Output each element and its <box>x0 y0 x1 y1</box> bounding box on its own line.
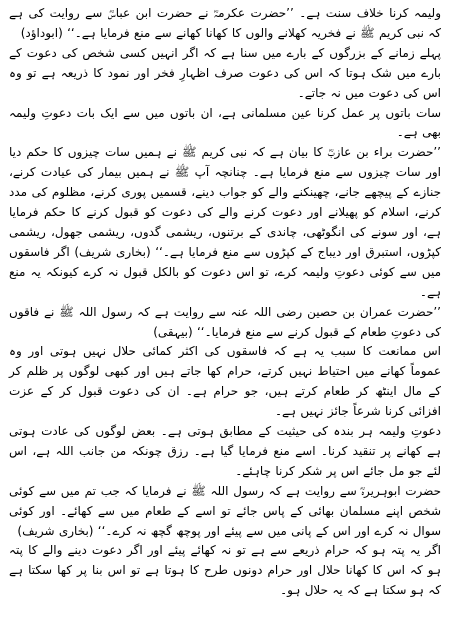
paragraph-seven-things: سات باتوں پر عمل کرنا عین مسلمانی ہے، ان باتوں میں سے ایک بات دعوتِ ولیمہ بھی ہے۔ <box>9 105 441 140</box>
paragraph-hadith-baraa: ’’حضرت براء بن عازبؓ کا بیان ہے کہ نبی کریم ﷺ نے ہمیں سات چیزوں کا حکم دیا اور سات چیزوں سے منع فرمایا ہے۔ چنانچہ آپ ﷺ نے ہمیں بیمار کی عیادت کرنے، جنازے کے پیچھے جانے، چھینکنے والے کو جواب دینے، قسمیں پوری کرنے، مظلوم کی مدد کرنے، اسلام کو پھیلانے اور دعوت کرنے والے کی دعوت کو قبول کرنے کا حکم فرمایا ہے، اور سونے کی انگوٹھی، چاندی کے برتنوں، ریشمی گدوں، ریشمی جھول، ریشمی کپڑوں، استبرق اور دیباج کے کپڑوں سے منع فرمایا ہے۔‘‘ (بخاری شریف) اگر فاسقوں میں سے کوئی دعوتِ ولیمہ کرے، تو اس دعوت کو بالکل قبول نہ کرے کیونکہ یہ منع ہے۔ <box>9 145 441 299</box>
paragraph-hadith-imran: ’’حضرت عمران بن حصین رضی اللہ عنہ سے روایت ہے کہ رسول اللہ ﷺ نے فاقوں کی دعوتِ طعام کے قبول کرنے سے منع فرمایا۔‘‘ (بیہقی) <box>9 304 441 339</box>
paragraph-walima-against-sunnah: ولیمہ کرنا خلاف سنت ہے۔ ’’حضرت عکرمہؓ نے حضرت ابن عباسؓ سے روایت کی ہے کہ نبی کریم ﷺ نے فخریہ کھلانے والوں کا کھانا کھانے سے منع فرمایا ہے۔‘‘ (ابوداؤد) <box>9 6 441 40</box>
paragraph-walima-status: دعوتِ ولیمہ ہر بندہ کی حیثیت کے مطابق ہوتی ہے۔ بعض لوگوں کی عادت ہوتی ہے کھانے پر تنقید کرنا۔ اسے منع فرمایا گیا ہے۔ رزق چونکہ من جانب اللہ ہے، اس لئے جو مل جائے اس پر شکر کرنا چاہئے۔ <box>9 424 441 478</box>
paragraph-reason-prohibition: اس ممانعت کا سبب یہ ہے کہ فاسقوں کی اکثر کمائی حلال نہیں ہوتی اور وہ عموماً کھانے میں احتیاط نہیں کرتے، حرام کھا جاتے ہیں اور کبھی لوگوں پر ظلم کر کے مال اینٹھ کر طعام کرتے ہیں، جو حرام ہے۔ ان کی دعوت قبول کر کے عزت افزائی کرنا شرعاً جائز نہیں ہے۔ <box>9 344 441 419</box>
paragraph-halal-haram: اگر یہ پتہ ہو کہ حرام ذریعے سے ہے تو نہ کھائے پیئے اور اگر دعوت دینے والے کا پتہ ہو کہ اس کا کھانا حلال اور حرام دونوں طرح کا ہوتا ہے تو اس بنا پر کھا سکتا ہے کہ ہو سکتا ہے کہ یہ حلال ہو۔ <box>9 543 441 598</box>
paragraph-elders-doubt: پہلے زمانے کے بزرگوں کے بارے میں سنا ہے کہ اگر انہیں کسی شخص کی دعوت کے بارے میں شک ہوتا کہ اس کی دعوت صرف اظہارِ فخر اور نمود کا ذریعہ ہے تو وہ اس کی دعوت میں نہ جاتے۔ <box>9 45 441 100</box>
paragraph-hadith-abu-hurairah: حضرت ابوہریرہؓ سے روایت ہے کہ رسول اللہ ﷺ نے فرمایا کہ جب تم میں سے کوئی شخص اپنے مسلمان بھائی کے پاس جائے تو اسے کے طعام میں سے کھائے۔ اور کوئی سوال نہ کرے اور اس کے پانی میں سے پیئے اور پوچھ گچھ نہ کرے۔‘‘ (بخاری شریف) <box>9 483 441 538</box>
